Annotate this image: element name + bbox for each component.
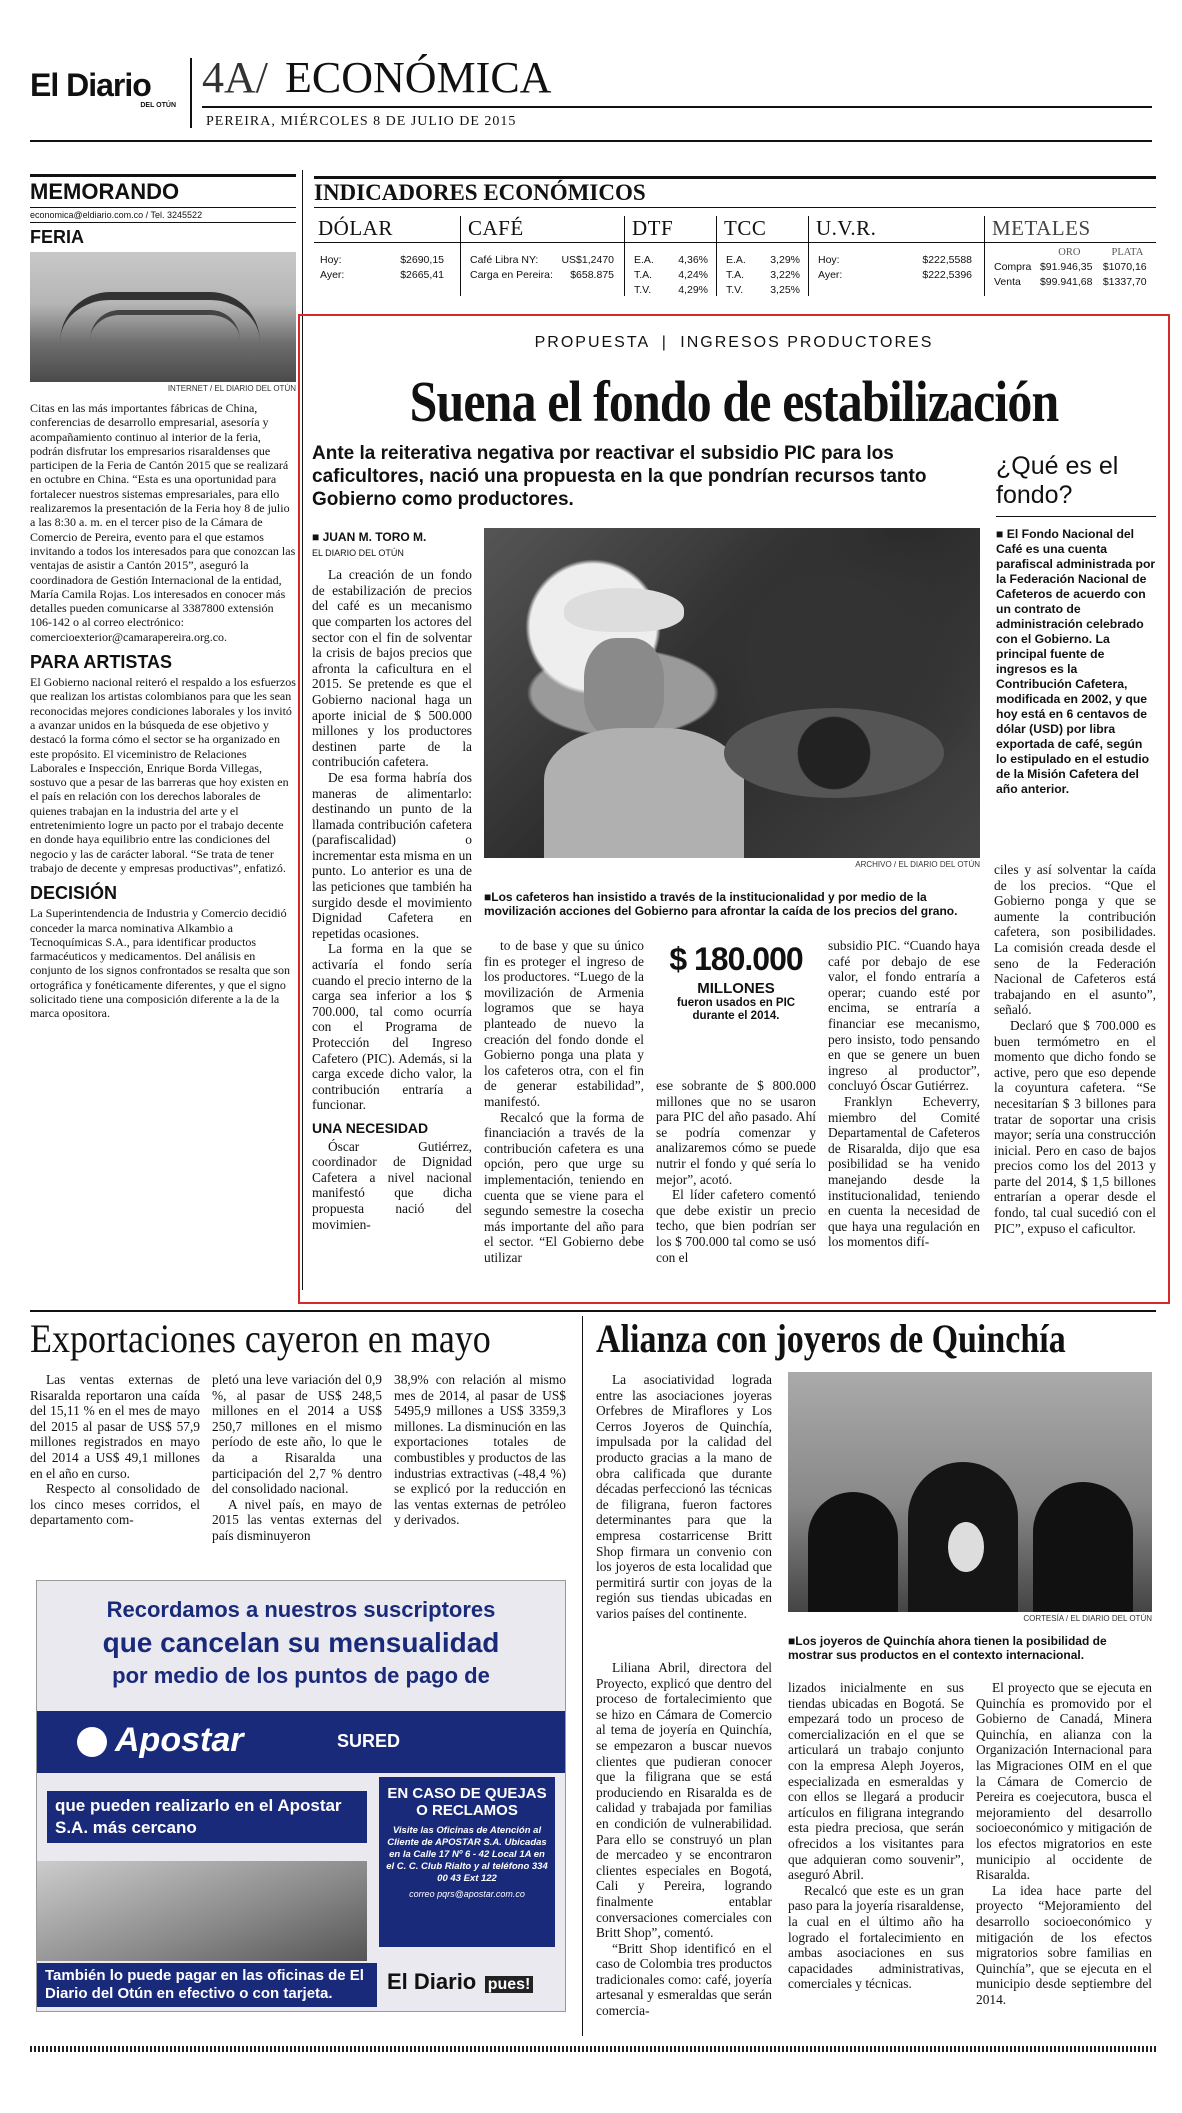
metales-head: METALES [992,216,1091,240]
fondo-col3 [656,1078,816,1265]
apostar-icon [77,1727,107,1757]
ad-line2: que cancelan su mensualidad [102,1627,500,1658]
quejas-box [379,1777,555,1947]
export-col3 [394,1372,566,1528]
alianza-col1-c: “Britt Shop identificó en el caso de Colombia tres productos tradicionales como: café, joyería artesanal y esmeraldas que serán comercia- [596,1940,772,2019]
col4-para-a: subsidio PIC. “Cuando haya café por debajo de ese valor, el fondo entraría a operar; cuando esté por encima, se entraría a financiar ese mecanismo, pero insisto, todo pensando en que se genere un buen ingreso al productor”, concluyó Óscar Gutiérrez. [828,938,980,1094]
col1-para-b: De esa forma habría dos maneras de alimentarlo: destinando un punto de la llamada contribución cafetera (parafiscalidad) o incrementar esta misma en un punto. Lo anterior es una de las peticiones que también ha surgido desde el movimiento Dignidad Cafetera en repetidas ocasiones. [312,769,472,941]
col5-para-a: ciles y así solventar la caída de los precios. “Que el Gobierno ponga y que se aumente la contribución cafetera, son posibilidades. La comisión creada desde el seno de la Federación Nacional de Cafeteros está trabajando en el asunto”, señaló. [994,862,1156,1018]
col2-para-a: to de base y que su único fin es proteger el ingreso de los productores. “Luego de la movilización de Armenia logramos que se haya planteado de nuevo la creación del fondo donde el Gobierno ponga una plata y los cafeteros otra, con el fin de generar estabilidad”, manifestó. [484,938,644,1109]
export-col2-b: A nivel país, en mayo de 2015 las ventas externas del país disminuyeron [212,1496,382,1543]
ad-logo-eldiario: El Diario [387,1969,477,1994]
alianza-col2-b: Recalcó que este es un gran paso para la joyería risaraldense, la cual en el último año ha logrado el fortalecimiento en ambas asociaciones en sus capacidades administrativas, comerciales y técnicas. [788,1882,964,1992]
apostar-brand: Apostar [115,1721,244,1759]
figure-note: fueron usados en PIC durante el 2014. [676,997,796,1022]
dtf-table: E.A. 4,36% T.A. 4,24% T.V. 4,29% [634,254,708,296]
masthead [30,48,1152,138]
col2-para-b: Recalcó que la forma de financiación a través de la contribución cafetera es una opción, pero que urge su implementación, teniendo en cuenta que se viene para el segundo semestre la cosecha más importante del año para el sector. “El Gobierno debe utilizar [484,1109,644,1265]
logo-sub: DEL OTÚN [140,102,176,109]
alianza-col1-b: Liliana Abril, directora del Proyecto, explicó que dentro del proceso de fortalecimiento que se hizo en Cámara de Comercio al tema de joyería en Quinchía, se empezaron a buscar nuevos clientes que pudieran conocer que la filigrana que se está produciendo en Risaralda es de calidad y trabajada por familias en condición de vulnerabilidad. Para ello se construyó un plan de mercadeo y se encontraron clientes especiales en Bogotá, Cali y Pereira, logrando finalmente entablar conversaciones comerciales con Britt Shop”, comentó. [596,1660,772,1941]
ad-bottom: También lo puede pagar en las oficinas de El Diario del Otún en efectivo o con tarjeta. [37,1963,377,2007]
apostar-logo [77,1721,243,1760]
metales-table: ORO PLATA Compra $91.946,35 $1070,16 Venta $99.941,68 $1337,70 [994,247,1147,288]
figure-unit: MILLONES [697,980,775,997]
export-col1-a: Las ventas externas de Risaralda reportaron una caída del 15,11 % en el mes de mayo del 2015 al pasar de US$ 57,9 millones registrados en mayo del 2014 a US$ 49,1 millones en el año en curso. [30,1372,200,1481]
alianza-col3 [976,1680,1152,2007]
decision-head: DECISIÓN [30,883,118,904]
byline: ■ JUAN M. TORO M. [312,530,427,544]
page-number: 4A/ [202,53,268,102]
fondo-sidebar [996,452,1156,797]
sidebar-head: ¿Qué es el fondo? [996,452,1156,517]
col1-para-a: La creación de un fondo de estabilización de precios del café es un mecanismo que comparten los actores del sector con el fin de solventar la crisis de bajos precios que afronta la caficultura en el 2015. Se pretende es que el Gobierno nacional haga un aporte inicial de $ 500.000 millones y los productores destinen parte de la contribución cafetera. [312,567,472,770]
figure-box [656,940,816,1023]
dolar-head: DÓLAR [318,216,393,240]
alianza-col1-cont [596,1660,772,2019]
alianza-col3-b: La idea hace parte del proyecto “Mejoramiento del desarrollo socioeconómico y mitigación de los efectos migratorios sobre familias en Quinchía”, que se ejecuta en el municipio desde septiembre del 2014. [976,1882,1152,2007]
col3-para-b: El líder cafetero comentó que debe existir un precio techo, que bien podrían ser los $ 700.000 tal como se usó con el [656,1187,816,1265]
feria-head: FERIA [30,227,84,247]
memorando-title: MEMORANDO [30,174,296,208]
dtf-head: DTF [632,216,674,240]
export-col2-a: pletó una leve variación del 0,9 %, al pasar de US$ 248,5 millones en el 2014 a US$ 250,7 millones en el mismo período de este año, lo que le da a Risaralda una participación del 2,7 % dentro del consolidado nacional. [212,1372,382,1497]
alianza-headline: Alianza con joyeros de Quinchía [596,1316,1066,1361]
logo-text: El Diario [30,67,151,103]
newspapers-image [37,1861,367,1961]
ad-logo-pues: pues! [485,1976,534,1993]
export-col3-a: 38,9% con relación al mismo mes de 2014, al pasar de US$ 5495,9 millones a US$ 3359,3 millones. La disminución en las exportaciones totales de combustibles y productos de las industrias extractivas (-48,4 %) se explicó por la reducción en las ventas externas de petróleo y derivados. [394,1372,566,1528]
logo [30,68,180,109]
fondo-deck: Ante la reiterativa negativa por reactivar el subsidio PIC para los caficultores, nació una propuesta en la que pondrían recursos tanto Gobierno como productores. [312,443,927,510]
memorando-column [30,174,296,1294]
alianza-col2 [788,1680,964,1992]
tcc-head: TCC [724,216,767,240]
feria-credit: INTERNET / EL DIARIO DEL OTÚN [167,384,296,393]
export-col1 [30,1372,200,1528]
alianza-col1-a: La asociatividad lograda entre las asociaciones joyeras Orfebres de Miraflores y Los Cerros Joyeros de Quinchía, impulsada por la calidad del producto gracias a la mano de obra calificada que durante décadas perfeccionó las técnicas de filigrana, fueron factores determinantes para que la empresa costarricense Britt Shop firmara un convenio con los joyeros de esta localidad que permitirá surtir con joyas de la región sus tiendas ubicadas en varios países del continente. [596,1372,772,1621]
ad-logos [387,1969,557,1995]
sured-logo: SURED [337,1731,401,1751]
artistas-text: El Gobierno nacional reiteró el respaldo a los esfuerzos que realizan los artistas colombianos para que les sean reconocidas mejores condiciones laborales y los invitó a avanzar unidos en la búsqueda de ese objetivo y destacó la forma cómo el sector se ha organizado en este propósito. El viceministro de Relaciones Laborales e Inspección, Enrique Borda Villegas, sostuvo que a pesar de las barreras que hoy existen en el país en relación con los derechos laborales de quienes trabajan en la industria del arte y el entretenimiento logre un pacto por el trabajo decente en donde haya equilibrio entre las condiciones del negocio y las de carácter laboral. “Se trata de tener trabajo de decente y empresas productivas”, enfatizó. [30,675,296,875]
dateline: PEREIRA, MIÉRCOLES 8 DE JULIO DE 2015 [206,114,517,129]
coffee-farmer-photo [484,528,980,858]
una-necesidad-subhead: UNA NECESIDAD [312,1119,429,1136]
fondo-col1 [312,530,472,1232]
quejas-head: EN CASO DE QUEJAS O RECLAMOS [387,1785,547,1819]
fondo-col5 [994,862,1156,1236]
feria-photo [30,252,296,382]
fondo-photo-credit: ARCHIVO / EL DIARIO DEL OTÚN [855,860,980,869]
quejas-text: Visite las Oficinas de Atención al Cliente de APOSTAR S.A. Ubicadas en la Calle 17 Nº 6 - 42 Local 1A en el C. C. Club Rialto y al teléfono 334 00 43 Ext 122 [386,1825,548,1884]
dolar-table: Hoy: $2690,15 Ayer: $2665,41 [320,254,444,281]
export-col1-b: Respecto al consolidado de los cinco meses corridos, el departamento com- [30,1481,200,1528]
indicadores-title: INDICADORES ECONÓMICOS [314,176,1156,208]
apostar-logo-band [37,1711,566,1773]
decision-text: La Superintendencia de Industria y Comercio decidió conceder la marca nominativa Alkambio a Tecnoquímicas S.A., para identificar productos farmacéuticos y medicamentos. Del análisis en conjunto de los signos confrontados se resalta que son ortográfica y fonéticamente diferentes, y que el signo solicitado tiene una composición diferente a la de la marca opositora. [30,906,290,1021]
sidebar-text-body: El Fondo Nacional del Café es una cuenta parafiscal administrada por la Federación Nacional de Cafeteros de acuerdo con un contrato de administración celebrado con el Gobierno. La principal fuente de ingresos es la Contribución Cafetera, modificada en 2002, y que hoy está en 6 centavos de dólar (USD) por libra exportada de café, según lo estipulado en el estudio de la Misión Cafetera del año anterior. [996,527,1156,796]
col3-para-a: ese sobrante de $ 800.000 millones que no se usaron para PIC del año pasado. Ahí se podría comenzar y analizaremos cómo se puede nutrir el fondo y qué sería lo mejor”, acotó. [656,1078,816,1187]
alianza-col3-a: El proyecto que se ejecuta en Quinchía es promovido por el Gobierno de Canadá, Minera Quinchía, en alianza con la Organización Internacional para las Migraciones OIM en el que la Cámara de Comercio de Pereira es coejecutora, busca el mejoramiento del desarrollo socioeconómico y mitigación de los efectos migratorios en este municipio al occidente de Risaralda. [976,1680,1152,1883]
kicker-b: INGRESOS PRODUCTORES [680,334,934,351]
apostar-ad [36,1580,566,2012]
fondo-caption: ■ Los cafeteros han insistido a través de la institucionalidad y por medio de la movilización acciones del Gobierno para afrontar la caída de los precios del grano. [484,890,980,918]
col1-para-c: La forma en la que se activaría el fondo sería cuando el precio interno de la carga sea inferior a los $ 700.000, tal como ocurría con el Programa de Protección del Ingreso Cafetero (PIC). Además, si la carga excede dicho valor, la contribución entraría a funcionar. [312,941,472,1113]
ad-line1: Recordamos a nuestros suscriptores [106,1597,496,1622]
col5-para-b: Declaró que $ 700.000 es buen termómetro en el momento que dicho fondo se active, pero que eso depende la coyuntura cafetera. “Se necesitarían $ 3 billones para tratar de soportar una crisis mayor; sería una construcción inicial. Pero en caso de bajos precios como los del 2013 y parte del 2014, $ 1,5 billones entrarían a operar desde el fondo, tal cual sucedió con el PIC”, expuso el caficultor. [994,1017,1156,1236]
uvr-table: Hoy: $222,5588 Ayer: $222,5396 [818,254,972,281]
exportaciones-headline: Exportaciones cayeron en mayo [30,1316,491,1361]
byline-name: JUAN M. TORO M. [322,530,427,544]
artistas-head: PARA ARTISTAS [30,652,172,673]
cafe-head: CAFÉ [468,216,524,240]
sidebar-text: ■ El Fondo Nacional del Café es una cuenta parafiscal administrada por la Federación Nacional de Cafeteros de acuerdo con un contrato de administración celebrado con el Gobierno. La principal fuente de ingresos es la Contribución Cafetera, modificada en 2002, y que hoy está en 6 centavos de dólar (USD) por libra exportada de café, según lo estipulado en el estudio de la Misión Cafetera del año anterior. [996,527,1156,796]
jewelry-photo-credit: CORTESÍA / EL DIARIO DEL OTÚN [1023,1614,1152,1623]
fondo-col4 [828,938,980,1250]
fondo-headline: Suena el fondo de estabilización [409,369,1059,434]
jewelry-photo [788,1372,1152,1612]
alianza-col1 [596,1372,772,1622]
feria-text: Citas en las más importantes fábricas de China, conferencias de desarrollo empresarial, asesoría y acompañamiento continuo al interior de la feria, podrán disfrutar los empresarios risaraldenses que participen de la Feria de Cantón 2015 que se realizará en octubre en China. “Esta es una oportunidad para fortalecer nuestros sistemas empresariales, para ello realizaremos la presentación de la Feria hoy 8 de julio a las 8:30 a. m. en el tercer piso de la Cámara de Comercio de Pereira, evento para el que estamos invitando a todos los interesados para que conozcan las ventajas de asistir a Cantón 2015”, aseguró la coordinadora de Gestión Internacional de la entidad, María Camila Rojas. Los interesados en conocer más detalles pueden comunicarse al 3387800 extensión 106-142 o al correo electrónico: comercioexterior@camarapereira.org.co. [30,401,296,644]
col1-para-d: Óscar Gutiérrez, coordinador de Dignidad Cafetera a nivel nacional manifestó que dicha propuesta nació del movimien- [312,1138,472,1232]
tcc-table: E.A. 3,29% T.A. 3,22% T.V. 3,25% [726,254,800,296]
kicker-a: PROPUESTA [534,334,650,351]
figure-value: $ 180.000 [669,941,803,977]
quejas-mail: correo pqrs@apostar.com.co [409,1889,525,1899]
uvr-head: U.V.R. [816,216,877,240]
fondo-kicker: PROPUESTA | INGRESOS PRODUCTORES [534,334,934,351]
alianza-col2-a: lizados inicialmente en sus tiendas ubicadas en Bogotá. Se empezará todo un proceso de comercialización en el que se articulará un trabajo conjunto con la empresa Aleph Joyeros, especializada en esmeraldas y con ellos se llegará a producir artículos en filigrana integrando esta piedra preciosa, que serán ofrecidos a los visitantes para que adquieran como souvenir”, aseguró Abril. [788,1680,964,1883]
cafe-table: Café Libra NY: US$1,2470 Carga en Pereira: $658.875 [470,254,614,281]
col4-para-b: Franklyn Echeverry, miembro del Comité Departamental de Cafeteros de Risaralda, dijo que esa posibilidad se ha venido manejando desde la institucionalidad, teniendo en cuenta la necesidad de que haya una regulación en los momentos difí- [828,1093,980,1250]
fondo-col2 [484,938,644,1265]
memorando-contact: economica@eldiario.com.co / Tel. 3245522 [30,208,296,223]
alianza-caption: ■ Los joyeros de Quinchía ahora tienen la posibilidad de mostrar sus productos en el contexto internacional. [788,1634,1152,1662]
section-title: ECONÓMICA [285,53,552,102]
ad-line4: que pueden realizarlo en el Apostar S.A. más cercano [47,1791,367,1843]
export-col2 [212,1372,382,1544]
ad-line3: por medio de los puntos de pago de [112,1663,490,1688]
byline-org: EL DIARIO DEL OTÚN [312,547,404,558]
